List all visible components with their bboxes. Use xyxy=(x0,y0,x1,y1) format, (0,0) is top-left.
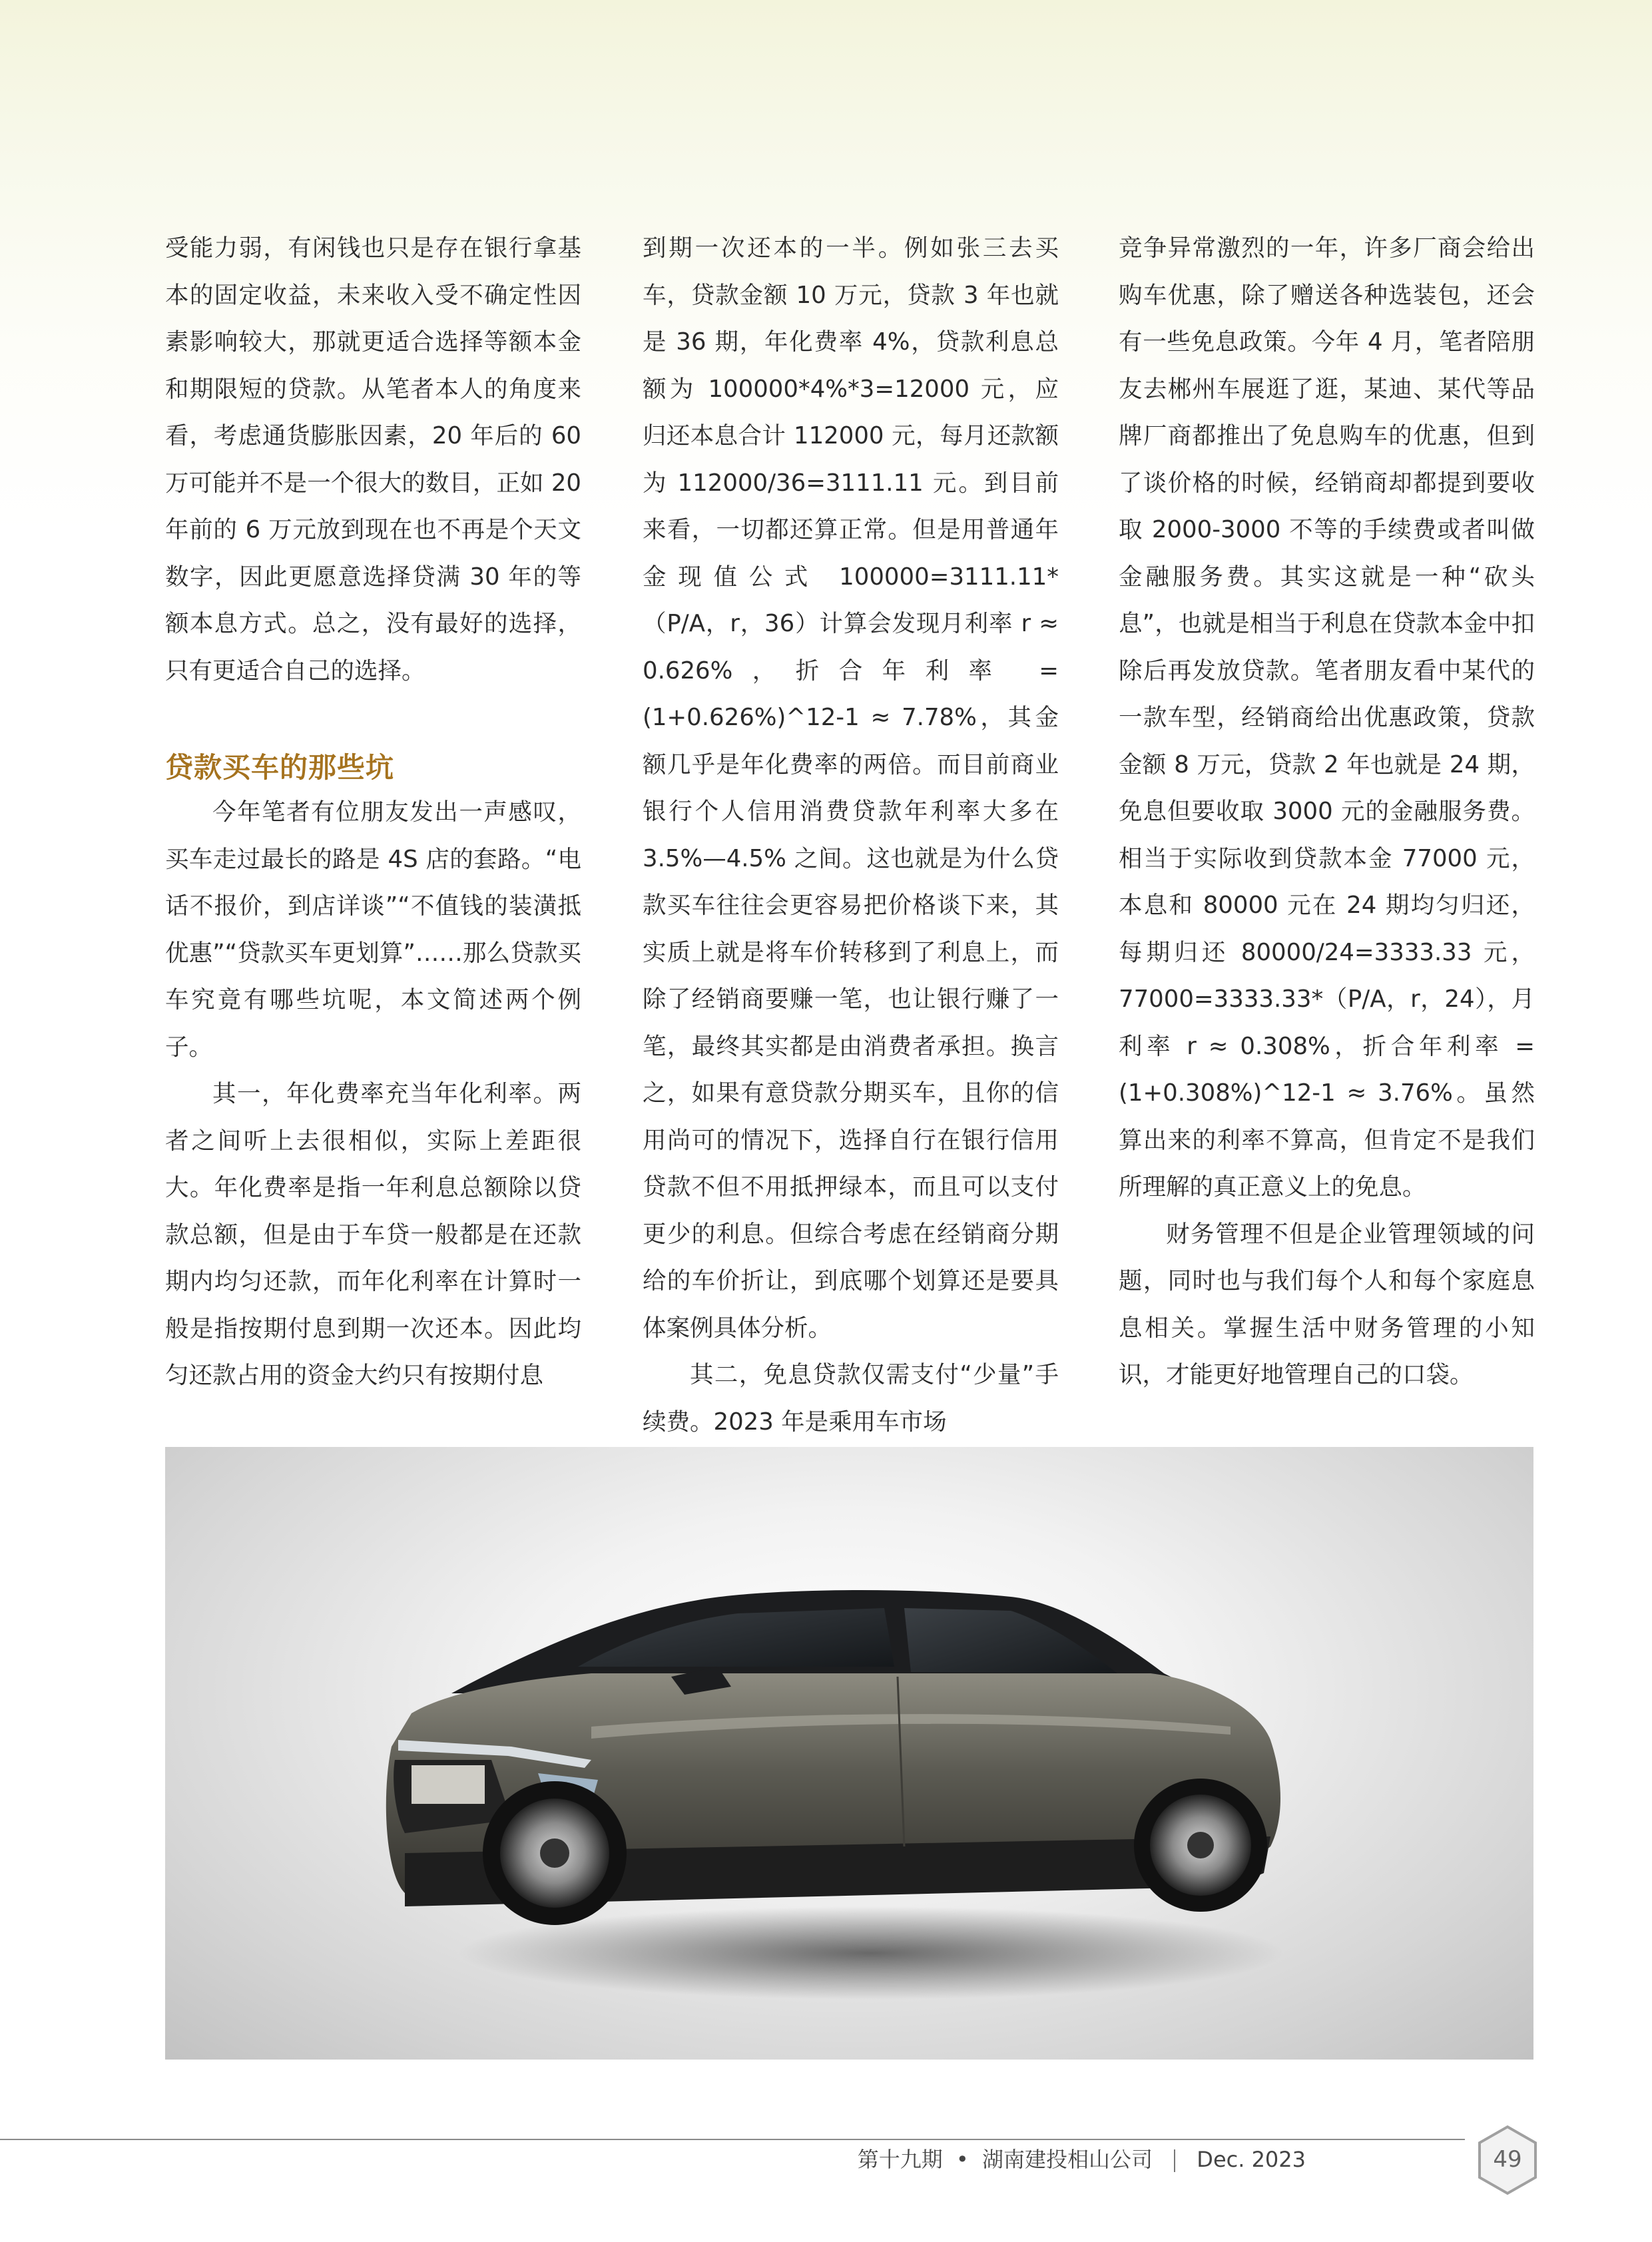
article-column-3 xyxy=(1119,225,1535,1399)
car-illustration xyxy=(165,1447,1533,2060)
issue-date: Dec. 2023 xyxy=(1197,2147,1306,2172)
footer-divider xyxy=(1174,2149,1175,2172)
bullet-separator: • xyxy=(956,2147,969,2172)
body-paragraph: 受能力弱，有闲钱也只是存在银行拿基本的固定收益，未来收入受不确定性因素影响较大，那就更适合选择等额本金和期限短的贷款。从笔者本人的角度来看，考虑通货膨胀因素，20 年后的 60 万可能并不是一个很大的数目，正如 20 年前的 6 万元放到现在也不再是个天文数字，因此更愿意选择贷满 30 年的等额本息方式。总之，没有最好的选择，只有更适合自己的选择。 xyxy=(165,234,581,685)
section-heading: 贷款买车的那些坑 xyxy=(165,751,395,784)
body-paragraph: 财务管理不但是企业管理领域的问题，同时也与我们每个人和每个家庭息息相关。掌握生活中财务管理的小知识，才能更好地管理自己的口袋。 xyxy=(1119,1220,1535,1388)
body-paragraph: 竞争异常激烈的一年，许多厂商会给出购车优惠，除了赠送各种选装包，还会有一些免息政策。今年 4 月，笔者陪朋友去郴州车展逛了逛，某迪、某代等品牌厂商都推出了免息购车的优惠，但到了谈价格的时候，经销商却都提到要收取 2000-3000 不等的手续费或者叫做金融服务费。其实这就是一种“砍头息”，也就是相当于利息在贷款本金中扣除后再发放贷款。笔者朋友看中某代的一款车型，经销商给出优惠政策，贷款金额 8 万元，贷款 2 年也就是 24 期，免息但要收取 3000 元的金融服务费。相当于实际收到贷款本金 77000 元，本息和 80000 元在 24 期均匀归还，每期归还 80000/24=3333.33 元，77000=3333.33*（P/A，r，24），月利率 r ≈ 0.308%，折合年利率 =(1+0.308%)^12-1 ≈ 3.76%。虽然算出来的利率不算高，但肯定不是我们所理解的真正意义上的免息。 xyxy=(1119,234,1535,1201)
license-plate xyxy=(412,1765,485,1804)
body-paragraph: 今年笔者有位朋友发出一声感叹，买车走过最长的路是 4S 店的套路。“电话不报价，到店详谈”“不值钱的装潢抵优惠”“贷款买车更划算”……那么贷款买车究竟有哪些坑呢，本文简述两个例子。 xyxy=(165,798,581,1061)
body-paragraph: 到期一次还本的一半。例如张三去买车，贷款金额 10 万元，贷款 3 年也就是 36 期，年化费率 4%，贷款利息总额为 100000*4%*3=12000 元，应归还本息合计 112000 元，每月还款额为 112000/36=3111.11 元。到目前来看，一切都还算正常。但是用普通年金现值公式 100000=3111.11*（P/A，r，36）计算会发现月利率 r ≈ 0.626%，折合年利率 =(1+0.626%)^12-1 ≈ 7.78%，其金额几乎是年化费率的两倍。而目前商业银行个人信用消费贷款年利率大多在 3.5%—4.5% 之间。这也就是为什么贷款买车往往会更容易把价格谈下来，其实质上就是将车价转移到了利息上，而除了经销商要赚一笔，也让银行赚了一笔，最终其实都是由消费者承担。换言之，如果有意贷款分期买车，且你的信用尚可的情况下，选择自行在银行信用贷款不但不用抵押绿本，而且可以支付更少的利息。但综合考虑在经销商分期给的车价折让，到底哪个划算还是要具体案例具体分析。 xyxy=(643,234,1059,1342)
car-photo xyxy=(165,1447,1533,2060)
article-column-2 xyxy=(643,225,1059,1446)
footer-rule xyxy=(0,2139,1465,2140)
rear-hub xyxy=(1187,1832,1214,1858)
body-paragraph: 其二，免息贷款仅需支付“少量”手续费。2023 年是乘用车市场 xyxy=(643,1361,1059,1436)
page-number: 49 xyxy=(1493,2146,1522,2173)
body-paragraph: 其一，年化费率充当年化利率。两者之间听上去很相似，实际上差距很大。年化费率是指一年利息总额除以贷款总额，但是由于车贷一般都是在还款期内均匀还款，而年化利率在计算时一般是指按期付息到期一次还本。因此均匀还款占用的资金大约只有按期付息 xyxy=(165,1080,581,1389)
issue-number: 第十九期 xyxy=(857,2147,943,2172)
front-hub xyxy=(540,1838,569,1868)
article-column-1 xyxy=(165,225,581,1400)
publication-name: 湖南建投相山公司 xyxy=(981,2147,1153,2172)
page-footer xyxy=(858,2143,1306,2176)
floor-shadow xyxy=(458,1906,1284,2000)
